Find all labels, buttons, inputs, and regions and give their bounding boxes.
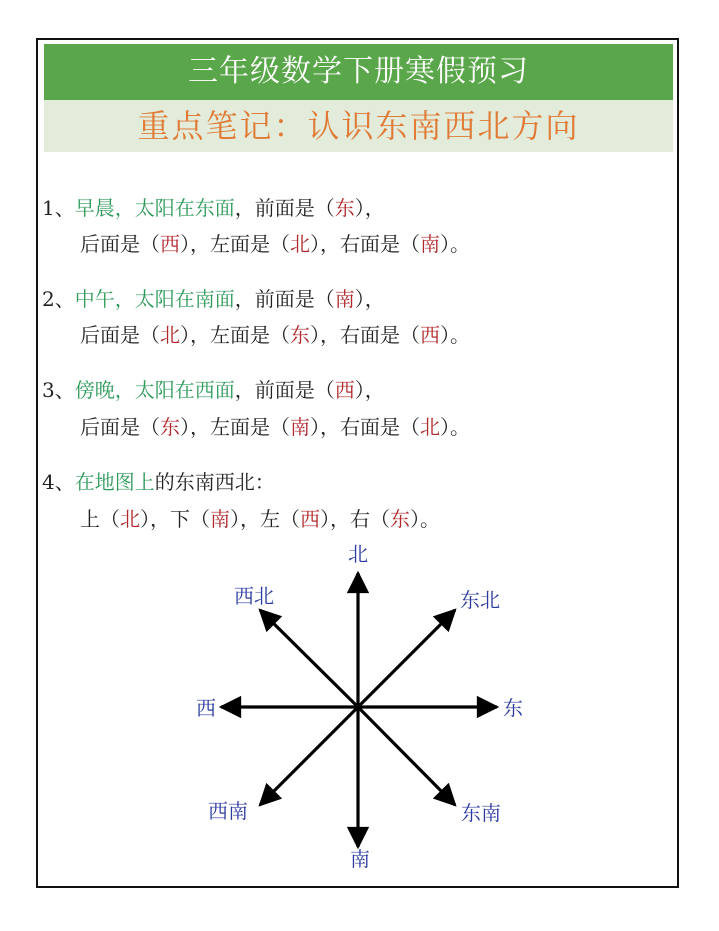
answer-back: 西: [160, 232, 180, 256]
answer-left: 南: [290, 415, 310, 439]
item-text: 后面是（: [80, 323, 160, 347]
item-4-line-1: [42, 468, 275, 496]
arrow-northwest: [260, 610, 358, 707]
item-text: ）。: [440, 323, 470, 347]
label-east: 东: [503, 696, 523, 720]
page-subtitle: 重点笔记：认识东南西北方向: [44, 100, 673, 152]
item-text: 后面是（: [80, 415, 160, 439]
answer-front: 东: [334, 196, 355, 220]
answer-left: 西: [300, 507, 320, 531]
item-1-line-1: [42, 194, 385, 222]
label-southeast: 东南: [461, 801, 501, 825]
compass-arrows: [221, 573, 497, 847]
item-3-line-2: [80, 413, 470, 441]
item-text: ，前面是（: [234, 378, 335, 402]
item-4-line-2: [80, 505, 440, 533]
compass-rose-diagram: [175, 535, 545, 880]
answer-front: 南: [334, 287, 355, 311]
label-northwest: 西北: [234, 584, 274, 608]
item-1-line-2: [80, 230, 470, 258]
item-2-line-2: [80, 321, 470, 349]
item-text: ），下（: [140, 507, 210, 531]
item-text: ），左面是（: [180, 232, 290, 256]
answer-front: 西: [334, 378, 355, 402]
item-3-line-1: [42, 376, 385, 404]
answer-right: 西: [420, 323, 440, 347]
item-number: 4、: [42, 470, 75, 494]
arrow-southwest: [260, 707, 358, 805]
label-south: 南: [350, 847, 370, 871]
label-southwest: 西南: [208, 799, 248, 823]
answer-left: 北: [290, 232, 310, 256]
answer-up: 北: [120, 507, 140, 531]
item-highlight: 在地图上: [74, 470, 155, 494]
item-text: ，前面是（: [234, 196, 335, 220]
item-text: ）。: [440, 415, 470, 439]
item-text: ），右面是（: [310, 232, 420, 256]
item-text: ），左（: [230, 507, 300, 531]
item-text: ）。: [410, 507, 440, 531]
answer-down: 南: [210, 507, 230, 531]
item-text: ），: [354, 378, 385, 402]
arrow-northeast: [358, 610, 455, 707]
answer-right: 东: [390, 507, 410, 531]
answer-back: 北: [160, 323, 180, 347]
answer-right: 北: [420, 415, 440, 439]
arrow-southeast: [358, 707, 455, 805]
item-2-line-1: [42, 285, 385, 313]
item-number: 1、: [42, 196, 75, 220]
item-text: ），右（: [320, 507, 390, 531]
item-text: 后面是（: [80, 232, 160, 256]
item-text: ），: [354, 196, 385, 220]
item-highlight: 傍晚，太阳在西面: [74, 378, 235, 402]
item-text: ），: [354, 287, 385, 311]
item-highlight: 中午，太阳在南面: [74, 287, 235, 311]
page-title: 三年级数学下册寒假预习: [44, 44, 673, 100]
item-text: ），左面是（: [180, 323, 290, 347]
item-text: ），右面是（: [310, 323, 420, 347]
item-text: ），右面是（: [310, 415, 420, 439]
label-northeast: 东北: [460, 588, 500, 612]
item-number: 3、: [42, 378, 75, 402]
answer-back: 东: [160, 415, 180, 439]
item-number: 2、: [42, 287, 75, 311]
item-text: 的东南西北：: [154, 470, 275, 494]
item-text: ）。: [440, 232, 470, 256]
answer-left: 东: [290, 323, 310, 347]
item-text: ，前面是（: [234, 287, 335, 311]
label-west: 西: [196, 696, 216, 720]
item-highlight: 早晨，太阳在东面: [74, 196, 235, 220]
item-text: ），左面是（: [180, 415, 290, 439]
answer-right: 南: [420, 232, 440, 256]
label-north: 北: [348, 542, 368, 566]
item-text: 上（: [80, 507, 120, 531]
